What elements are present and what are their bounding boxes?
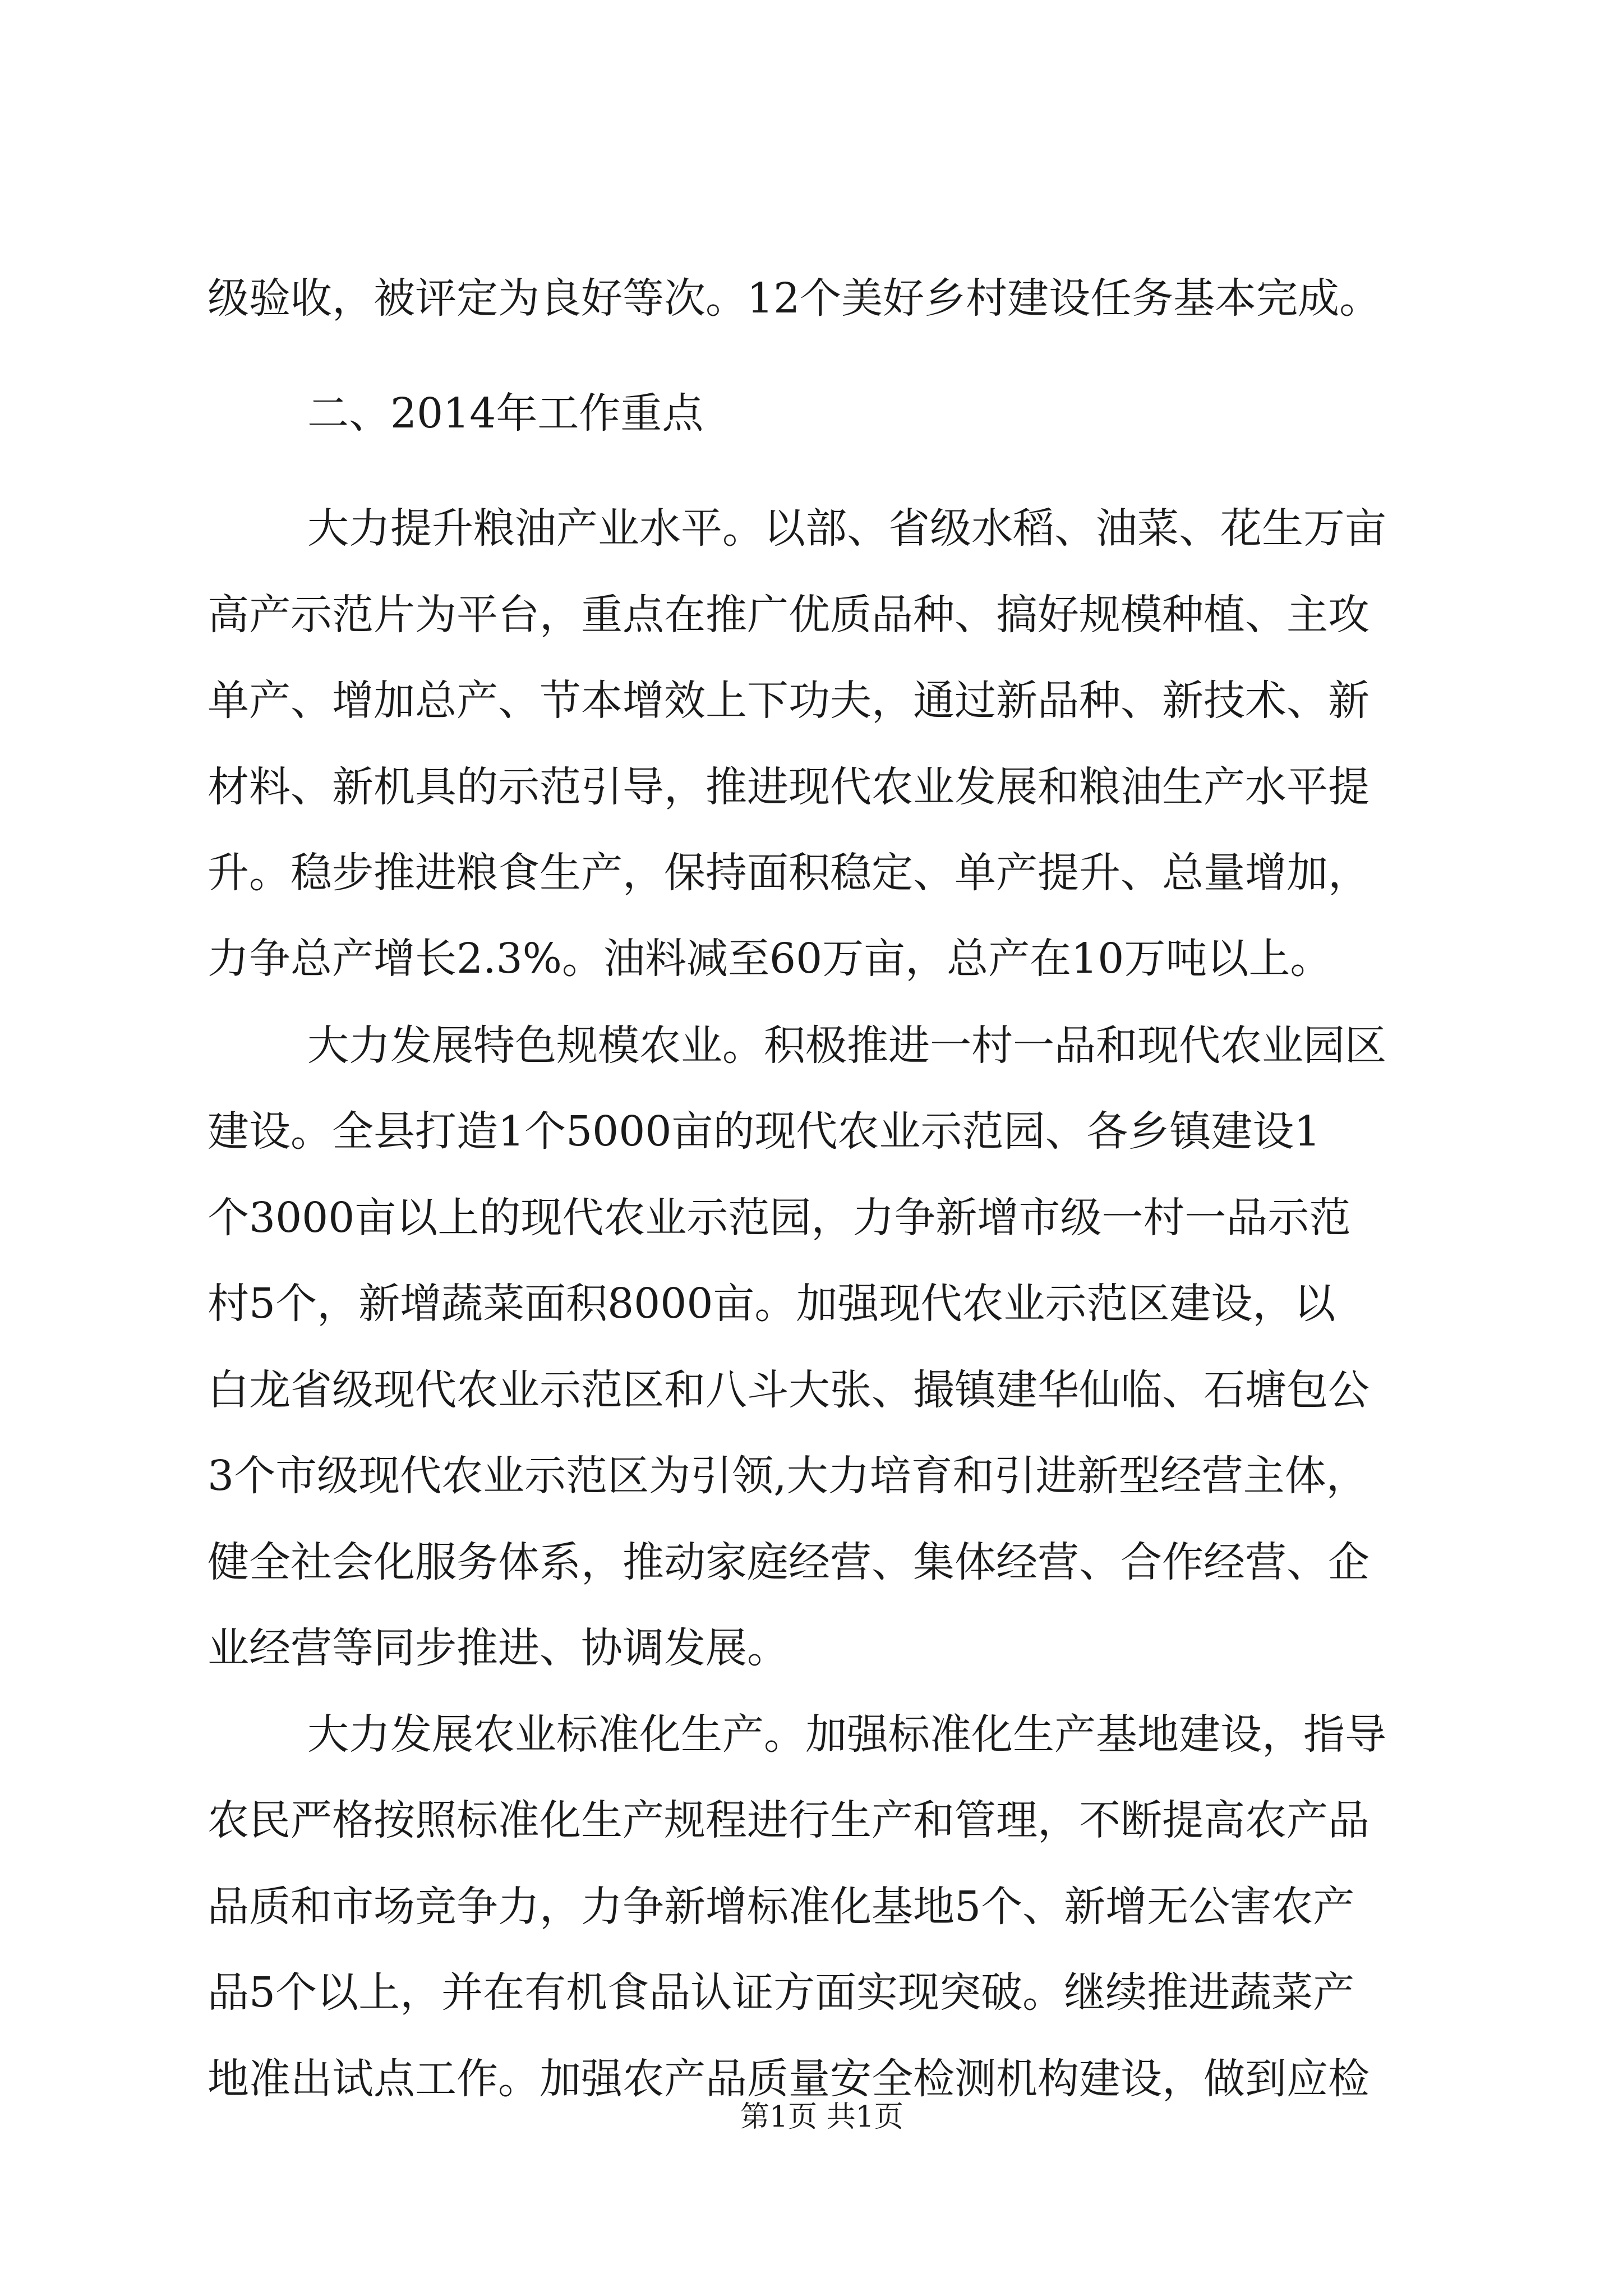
text-line-20: 品5个以上，并在有机食品认证方面实现突破。继续推进蔬菜产 bbox=[208, 1968, 1355, 2017]
text-line-1: 级验收，被评定为良好等次。12个美好乡村建设任务基本完成。 bbox=[208, 274, 1381, 323]
text-line-14: 3个市级现代农业示范区为引领,大力培育和引进新型经营主体， bbox=[208, 1452, 1368, 1500]
text-line-17: 大力发展农业标准化生产。加强标准化生产基地建设，指导 bbox=[307, 1710, 1386, 1759]
text-line-6: 材料、新机具的示范引导，推进现代农业发展和粮油生产水平提 bbox=[208, 763, 1370, 811]
text-line-15: 健全社会化服务体系，推动家庭经营、集体经营、合作经营、企 bbox=[208, 1538, 1370, 1586]
text-line-7: 升。稳步推进粮食生产，保持面积稳定、单产提升、总量增加， bbox=[208, 849, 1370, 897]
text-line-4: 高产示范片为平台，重点在推广优质品种、搞好规模种植、主攻 bbox=[208, 591, 1370, 639]
text-line-21: 地准出试点工作。加强农产品质量安全检测机构建设，做到应检 bbox=[208, 2055, 1370, 2103]
text-line-16: 业经营等同步推进、协调发展。 bbox=[208, 1624, 789, 1672]
text-line-11: 个3000亩以上的现代农业示范园，力争新增市级一村一品示范 bbox=[208, 1194, 1351, 1242]
text-line-18: 农民严格按照标准化生产规程进行生产和管理，不断提高农产品 bbox=[208, 1796, 1370, 1844]
text-line-10: 建设。全县打造1个5000亩的现代农业示范园、各乡镇建设1 bbox=[208, 1107, 1321, 1156]
text-line-5: 单产、增加总产、节本增效上下功夫，通过新品种、新技术、新 bbox=[208, 677, 1370, 725]
text-line-9: 大力发展特色规模农业。积极推进一村一品和现代农业园区 bbox=[307, 1022, 1386, 1070]
section-heading: 二、2014年工作重点 bbox=[307, 389, 704, 438]
text-line-12: 村5个，新增蔬菜面积8000亩。加强现代农业示范区建设，以 bbox=[208, 1280, 1336, 1328]
text-line-13: 白龙省级现代农业示范区和八斗大张、撮镇建华仙临、石塘包公 bbox=[208, 1366, 1370, 1414]
text-line-8: 力争总产增长2.3%。油料减至60万亩，总产在10万吨以上。 bbox=[208, 935, 1332, 983]
text-line-19: 品质和市场竞争力，力争新增标准化基地5个、新增无公害农产 bbox=[208, 1883, 1355, 1931]
page-footer: 第1页 共1页 bbox=[740, 2100, 903, 2134]
text-line-3: 大力提升粮油产业水平。以部、省级水稻、油菜、花生万亩 bbox=[307, 504, 1386, 553]
